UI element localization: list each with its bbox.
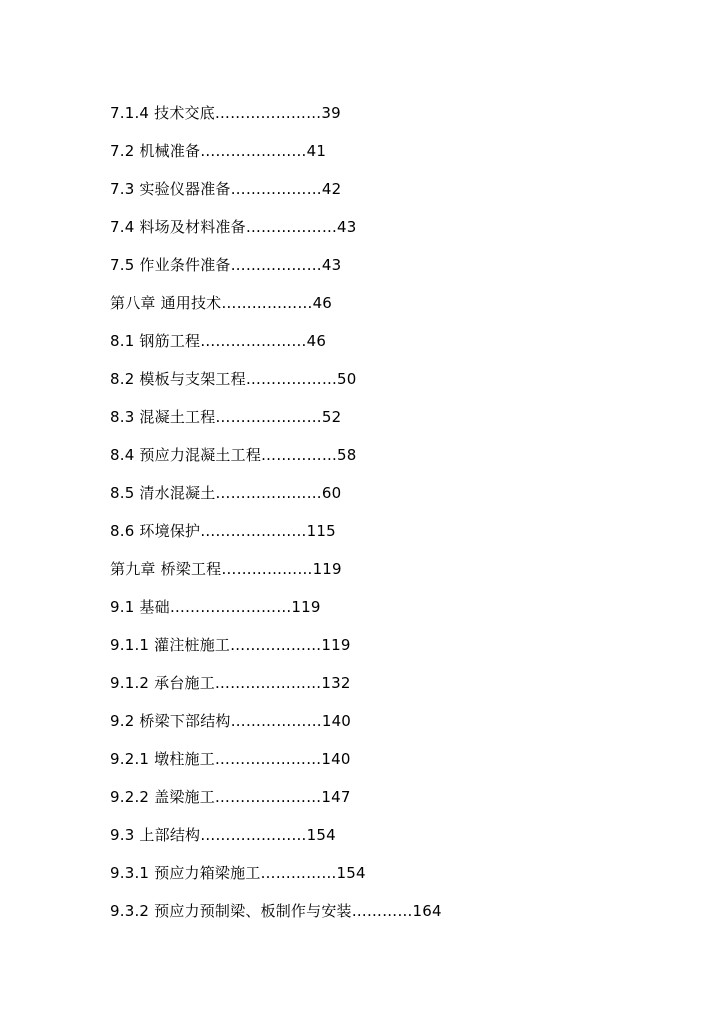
toc-entry-chapter-8: 第八章 通用技术………………46 xyxy=(110,294,333,312)
toc-entry-7-2: 7.2 机械准备…………………41 xyxy=(110,142,327,160)
toc-entry-9-2-2: 9.2.2 盖梁施工…………………147 xyxy=(110,788,351,806)
toc-entry-8-4: 8.4 预应力混凝土工程……………58 xyxy=(110,446,357,464)
toc-entry-9-2-1: 9.2.1 墩柱施工…………………140 xyxy=(110,750,351,768)
toc-entry-8-2: 8.2 模板与支架工程………………50 xyxy=(110,370,357,388)
toc-entry-9-2: 9.2 桥梁下部结构………………140 xyxy=(110,712,352,730)
toc-entry-9-3: 9.3 上部结构…………………154 xyxy=(110,826,336,844)
toc-entry-9-1-1: 9.1.1 灌注桩施工………………119 xyxy=(110,636,351,654)
toc-entry-9-3-2: 9.3.2 预应力预制梁、板制作与安装…………164 xyxy=(110,902,442,920)
toc-entry-9-1: 9.1 基础……………………119 xyxy=(110,598,321,616)
toc-entry-7-3: 7.3 实验仪器准备………………42 xyxy=(110,180,342,198)
toc-entry-9-1-2: 9.1.2 承台施工…………………132 xyxy=(110,674,351,692)
toc-entry-7-4: 7.4 料场及材料准备………………43 xyxy=(110,218,357,236)
toc-entry-7-1-4: 7.1.4 技术交底…………………39 xyxy=(110,104,341,122)
toc-entry-8-1: 8.1 钢筋工程…………………46 xyxy=(110,332,327,350)
table-of-contents xyxy=(110,101,670,937)
toc-entry-7-5: 7.5 作业条件准备………………43 xyxy=(110,256,342,274)
toc-entry-8-3: 8.3 混凝土工程…………………52 xyxy=(110,408,342,426)
toc-entry-8-5: 8.5 清水混凝土…………………60 xyxy=(110,484,342,502)
toc-entry-chapter-9: 第九章 桥梁工程………………119 xyxy=(110,560,342,578)
toc-entry-8-6: 8.6 环境保护…………………115 xyxy=(110,522,336,540)
toc-entry-9-3-1: 9.3.1 预应力箱梁施工……………154 xyxy=(110,864,366,882)
